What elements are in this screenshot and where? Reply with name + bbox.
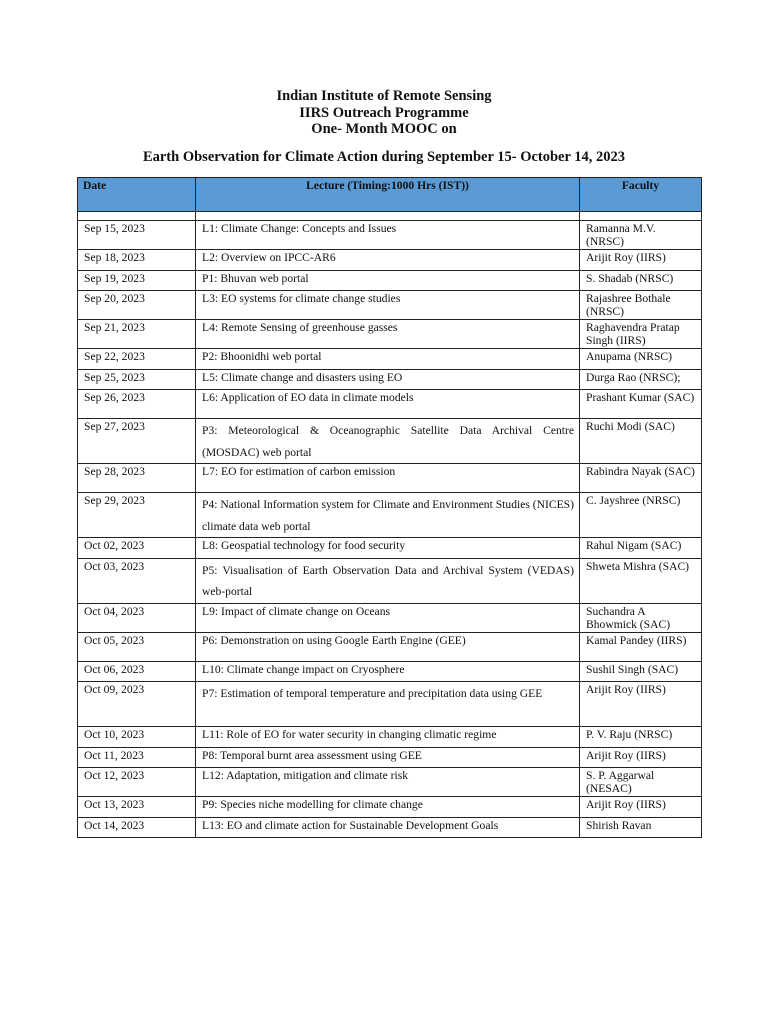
table-row [78, 320, 702, 349]
faculty-cell: Rahul Nigam (SAC) [580, 538, 702, 559]
table-row [78, 291, 702, 320]
table-row [78, 221, 702, 250]
table-row [78, 538, 702, 559]
spacer-row [78, 212, 702, 221]
lecture-cell: P9: Species niche modelling for climate change [196, 797, 580, 818]
table-row [78, 270, 702, 291]
date-cell: Sep 25, 2023 [78, 369, 196, 390]
table-row [78, 464, 702, 493]
lecture-cell: P4: National Information system for Climate and Environment Studies (NICES) climate data web portal [196, 493, 580, 538]
faculty-cell: Kamal Pandey (IIRS) [580, 632, 702, 661]
date-cell: Sep 26, 2023 [78, 390, 196, 419]
faculty-cell: Durga Rao (NRSC); [580, 369, 702, 390]
document-header [0, 88, 768, 138]
table-row [78, 349, 702, 370]
lecture-cell: P2: Bhoonidhi web portal [196, 349, 580, 370]
date-cell: Oct 03, 2023 [78, 558, 196, 603]
date-cell: Sep 20, 2023 [78, 291, 196, 320]
lecture-cell: P1: Bhuvan web portal [196, 270, 580, 291]
faculty-cell: Anupama (NRSC) [580, 349, 702, 370]
date-cell: Sep 18, 2023 [78, 250, 196, 271]
institute-name: Indian Institute of Remote Sensing [276, 88, 492, 104]
table-row [78, 558, 702, 603]
date-cell: Oct 06, 2023 [78, 661, 196, 682]
table-row [78, 661, 702, 682]
date-cell: Oct 10, 2023 [78, 727, 196, 748]
table-row [78, 682, 702, 727]
lecture-cell: L5: Climate change and disasters using EO [196, 369, 580, 390]
faculty-cell: S. Shadab (NRSC) [580, 270, 702, 291]
schedule-table [77, 177, 702, 838]
date-cell: Oct 04, 2023 [78, 603, 196, 632]
date-cell: Oct 12, 2023 [78, 768, 196, 797]
column-header-faculty: Faculty [580, 178, 702, 212]
date-cell: Oct 13, 2023 [78, 797, 196, 818]
faculty-cell: S. P. Aggarwal (NESAC) [580, 768, 702, 797]
lecture-cell: L3: EO systems for climate change studies [196, 291, 580, 320]
faculty-cell: Prashant Kumar (SAC) [580, 390, 702, 419]
lecture-cell: L11: Role of EO for water security in changing climatic regime [196, 727, 580, 748]
faculty-cell: Arijit Roy (IIRS) [580, 797, 702, 818]
table-row [78, 369, 702, 390]
table-header-row [78, 178, 702, 212]
lecture-cell: P5: Visualisation of Earth Observation Data and Archival System (VEDAS) web-portal [196, 558, 580, 603]
table-row [78, 817, 702, 838]
table-row [78, 390, 702, 419]
faculty-cell: C. Jayshree (NRSC) [580, 493, 702, 538]
mooc-line: One- Month MOOC on [311, 121, 457, 137]
faculty-cell: Raghavendra Pratap Singh (IIRS) [580, 320, 702, 349]
faculty-cell: Arijit Roy (IIRS) [580, 250, 702, 271]
programme-name: IIRS Outreach Programme [299, 104, 469, 121]
faculty-cell: Rajashree Bothale (NRSC) [580, 291, 702, 320]
lecture-cell: L7: EO for estimation of carbon emission [196, 464, 580, 493]
faculty-cell: Rabindra Nayak (SAC) [580, 464, 702, 493]
lecture-cell: L6: Application of EO data in climate models [196, 390, 580, 419]
faculty-cell: Shirish Ravan [580, 817, 702, 838]
date-cell: Sep 21, 2023 [78, 320, 196, 349]
faculty-cell: Ramanna M.V. (NRSC) [580, 221, 702, 250]
course-title: Earth Observation for Climate Action during September 15- October 14, 2023 [142, 149, 626, 165]
table-row [78, 603, 702, 632]
faculty-cell: Arijit Roy (IIRS) [580, 747, 702, 768]
lecture-cell: L4: Remote Sensing of greenhouse gasses [196, 320, 580, 349]
lecture-cell: L2: Overview on IPCC-AR6 [196, 250, 580, 271]
table-row [78, 727, 702, 748]
column-header-lecture: Lecture (Timing:1000 Hrs (IST)) [196, 178, 580, 212]
faculty-cell: Ruchi Modi (SAC) [580, 419, 702, 464]
table-row [78, 250, 702, 271]
date-cell: Oct 02, 2023 [78, 538, 196, 559]
faculty-cell: Suchandra A Bhowmick (SAC) [580, 603, 702, 632]
date-cell: Sep 27, 2023 [78, 419, 196, 464]
date-cell: Sep 19, 2023 [78, 270, 196, 291]
lecture-cell: P3: Meteorological & Oceanographic Satellite Data Archival Centre (MOSDAC) web portal [196, 419, 580, 464]
lecture-cell: P6: Demonstration on using Google Earth Engine (GEE) [196, 632, 580, 661]
date-cell: Oct 09, 2023 [78, 682, 196, 727]
lecture-cell: L9: Impact of climate change on Oceans [196, 603, 580, 632]
lecture-cell: L12: Adaptation, mitigation and climate risk [196, 768, 580, 797]
date-cell: Sep 22, 2023 [78, 349, 196, 370]
lecture-cell: L10: Climate change impact on Cryosphere [196, 661, 580, 682]
lecture-cell: P7: Estimation of temporal temperature and precipitation data using GEE [196, 682, 580, 727]
date-cell: Sep 28, 2023 [78, 464, 196, 493]
table-row [78, 419, 702, 464]
lecture-cell: L8: Geospatial technology for food security [196, 538, 580, 559]
lecture-cell: P8: Temporal burnt area assessment using GEE [196, 747, 580, 768]
lecture-cell: L13: EO and climate action for Sustainable Development Goals [196, 817, 580, 838]
table-row [78, 797, 702, 818]
table-row [78, 747, 702, 768]
date-cell: Oct 14, 2023 [78, 817, 196, 838]
table-row [78, 493, 702, 538]
table-row [78, 768, 702, 797]
faculty-cell: Arijit Roy (IIRS) [580, 682, 702, 727]
table-row [78, 632, 702, 661]
column-header-date: Date [78, 178, 196, 212]
faculty-cell: Sushil Singh (SAC) [580, 661, 702, 682]
date-cell: Oct 11, 2023 [78, 747, 196, 768]
lecture-cell: L1: Climate Change: Concepts and Issues [196, 221, 580, 250]
faculty-cell: Shweta Mishra (SAC) [580, 558, 702, 603]
faculty-cell: P. V. Raju (NRSC) [580, 727, 702, 748]
date-cell: Sep 29, 2023 [78, 493, 196, 538]
date-cell: Sep 15, 2023 [78, 221, 196, 250]
date-cell: Oct 05, 2023 [78, 632, 196, 661]
